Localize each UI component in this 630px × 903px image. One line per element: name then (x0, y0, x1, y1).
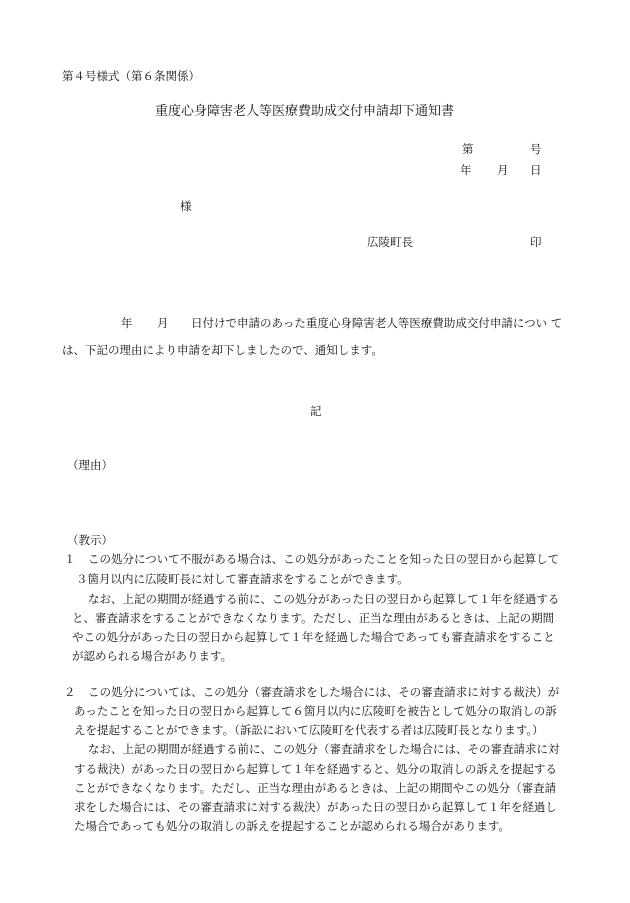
item-2-line-8: た場合であっても処分の取消しの訴えを提起することが認められる場合があります。 (74, 819, 510, 833)
body-year: 年 (121, 316, 133, 330)
date-day: 日 (530, 163, 542, 177)
item-2-line-3: えを提起することができます。（訴訟において広陵町を代表する者は広陵町長となります。） (74, 723, 544, 737)
item-2-number: ２ (64, 685, 76, 699)
body-line-2: は、下記の理由により申請を却下しましたので、通知します。 (62, 343, 383, 357)
form-label: 第４号様式（第６条関係） (62, 69, 200, 83)
addressee-suffix: 様 (180, 199, 192, 213)
item-1-line-5: やこの処分があった日の翌日から起算して１年を経過した場合であっても審査請求をすること (72, 630, 555, 644)
notice-label: （教示） (67, 533, 113, 547)
seal-mark: 印 (530, 235, 542, 249)
item-2-line-6: ことができなくなります。ただし、正当な理由があるときは、上記の期間やこの処分（審査請 (74, 781, 557, 795)
item-2-line-4: なお、上記の期間が経過する前に、この処分（審査請求をした場合には、その審査請求に対 (88, 742, 560, 756)
document-title: 重度心身障害老人等医療費助成交付申請却下通知書 (155, 104, 455, 119)
issuer-name: 広陵町長 (367, 235, 413, 249)
item-2-line-1: この処分については、この処分（審査請求をした場合には、その審査請求に対する裁決）が (88, 685, 560, 699)
body-line-1: 日付けで申請のあった重度心身障害老人等医療費助成交付申請につい て (191, 316, 563, 330)
item-1-number: １ (64, 552, 76, 566)
item-1-line-3: なお、上記の期間が経過する前に、この処分があった日の翌日から起算して１年を経過する (88, 592, 560, 606)
reason-label: （理由） (67, 458, 113, 472)
item-1-line-1: この処分について不服がある場合は、この処分があったことを知った日の翌日から起算して (88, 552, 560, 566)
item-2-line-5: する裁決）があった日の翌日から起算して１年を経過すると、処分の取消しの訴えを提起する (74, 762, 557, 776)
item-1-line-6: が認められる場合があります。 (72, 649, 233, 663)
body-month: 月 (157, 316, 169, 330)
date-year: 年 (460, 163, 472, 177)
item-2-line-7: 求をした場合には、その審査請求に対する裁決）があった日の翌日から起算して１年を経過し (74, 800, 557, 814)
item-1-line-4: と、審査請求をすることができなくなります。ただし、正当な理由があるときは、上記の期間 (72, 611, 555, 625)
item-1-line-2: ３箇月以内に広陵町長に対して審査請求をすることができます。 (76, 572, 409, 586)
doc-no-prefix: 第 (462, 142, 474, 156)
date-month: 月 (497, 163, 509, 177)
ki-heading: 記 (310, 404, 322, 418)
doc-no-suffix: 号 (530, 142, 542, 156)
item-2-line-2: あったことを知った日の翌日から起算して６箇月以内に広陵町を被告として処分の取消しの訴 (74, 704, 557, 718)
